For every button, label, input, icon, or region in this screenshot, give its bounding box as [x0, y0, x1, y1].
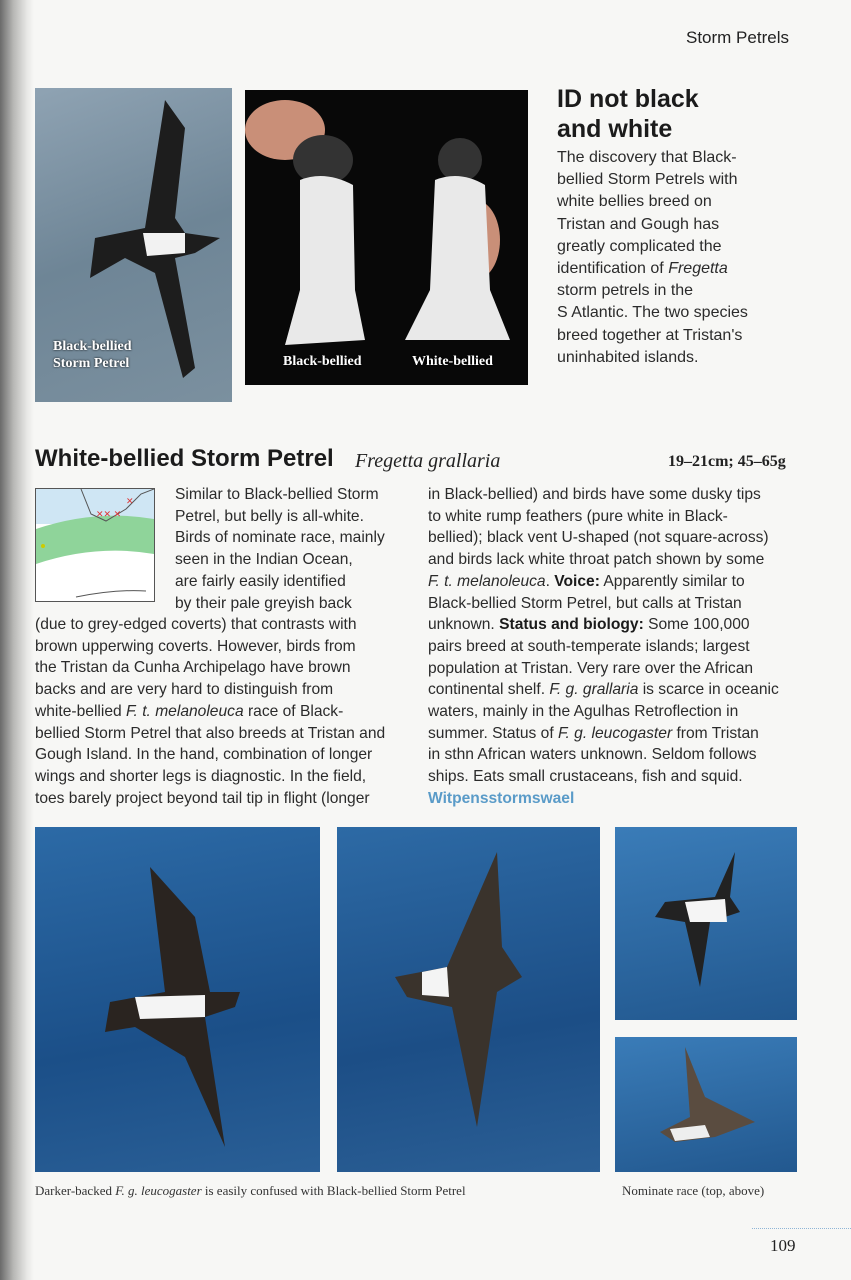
- text-run: pairs breed at south-temperate islands; largest: [428, 637, 750, 655]
- photo-leucogaster-flight-2: [337, 827, 600, 1172]
- title-line: and white: [557, 115, 673, 143]
- text-run: continental shelf.: [428, 681, 550, 699]
- text-run: are fairly easily identified: [175, 572, 346, 590]
- text-line: [557, 258, 748, 280]
- svg-text:✕✕ ✕: ✕✕ ✕: [96, 509, 122, 519]
- distribution-map: [35, 488, 155, 602]
- text-run: wings and shorter legs is diagnostic. In the field,: [35, 767, 367, 785]
- running-header: Storm Petrels: [686, 28, 789, 47]
- caption-right: Nominate race (top, above): [622, 1183, 765, 1198]
- text-run: uninhabited islands.: [557, 348, 699, 366]
- photo-caption: Black-bellied Storm Petrel: [53, 339, 132, 371]
- text-line: [428, 484, 779, 506]
- bird-silhouette: [35, 827, 320, 1172]
- text-line: [428, 701, 779, 723]
- photo-in-hand-comparison: [245, 90, 528, 385]
- text-run: .: [545, 572, 555, 590]
- text-run: Some 100,000: [643, 616, 750, 634]
- species-scientific-name: Fregetta grallaria: [355, 450, 501, 472]
- text-run: white-bellied: [35, 702, 127, 720]
- species-size: 19–21cm; 45–65g: [668, 453, 786, 470]
- text-run: from Tristan: [672, 724, 759, 742]
- id-box-text: [557, 147, 748, 369]
- caption-left: [35, 1183, 466, 1199]
- afrikaans-name: Witpensstormswael: [428, 789, 575, 807]
- text-line: [557, 325, 748, 347]
- text-line: [428, 723, 779, 745]
- text-run: Status and biology:: [499, 616, 644, 634]
- text-line: [557, 280, 748, 302]
- text-run: seen in the Indian Ocean,: [175, 551, 353, 569]
- text-line: [35, 679, 385, 701]
- text-run: Voice:: [554, 572, 600, 590]
- text-run: to white rump feathers (pure white in Black-: [428, 507, 728, 525]
- text-line: [35, 614, 385, 636]
- text-run: race of Black-: [243, 702, 344, 720]
- text-line: [557, 347, 748, 369]
- text-line: [428, 766, 779, 788]
- text-line: [175, 484, 385, 506]
- text-run: storm petrels in the: [557, 282, 694, 300]
- text-line: [557, 302, 748, 324]
- photo-nominate-above: [615, 1037, 797, 1172]
- text-run: S Atlantic. The two species: [557, 304, 748, 322]
- text-run: in Black-bellied) and birds have some dusky tips: [428, 486, 761, 503]
- footer-rule: [752, 1228, 851, 1229]
- text-run: The discovery that Black-: [557, 149, 737, 166]
- text-line: [428, 744, 779, 766]
- text-line: [557, 147, 748, 169]
- text-line: [35, 766, 385, 788]
- text-run: F. t. melanoleuca: [428, 572, 546, 590]
- text-run: toes barely project beyond tail tip in flight (longer: [35, 789, 370, 807]
- caption-text-italic: F. g. leucogaster: [115, 1183, 202, 1198]
- text-run: Birds of nominate race, mainly: [175, 529, 385, 547]
- text-line: [175, 527, 385, 549]
- text-run: by their pale greyish back: [175, 594, 352, 612]
- photo-nominate-top: [615, 827, 797, 1020]
- text-run: Similar to Black-bellied Storm: [175, 486, 379, 503]
- photo-black-bellied-flight: [35, 88, 232, 402]
- text-line: [557, 191, 748, 213]
- text-run: breed together at Tristan's: [557, 326, 743, 344]
- text-run: Fregetta: [668, 260, 728, 278]
- text-line: [428, 636, 779, 658]
- id-box-title: [557, 84, 699, 144]
- text-run: in sthn African waters unknown. Seldom follows: [428, 746, 757, 764]
- text-run: ships. Eats small crustaceans, fish and squid.: [428, 768, 743, 786]
- text-run: (due to grey-edged coverts) that contrasts with: [35, 616, 357, 633]
- text-run: bellied); black vent U-shaped (not square-across): [428, 529, 769, 547]
- birds-in-hand: [245, 90, 528, 385]
- text-run: backs and are very hard to distinguish from: [35, 681, 334, 699]
- text-run: bellied Storm Petrels with: [557, 171, 738, 189]
- text-run: summer. Status of: [428, 724, 558, 742]
- text-run: and birds lack white throat patch shown by some: [428, 551, 765, 569]
- book-spine-shadow: [0, 0, 34, 1280]
- text-run: Tristan and Gough has: [557, 215, 720, 233]
- bird-silhouette: [615, 1037, 797, 1172]
- photo-caption: Black-bellied: [283, 354, 362, 369]
- text-line: [175, 593, 385, 615]
- text-run: Black-bellied Storm Petrel, but calls at Tristan: [428, 594, 742, 612]
- text-run: unknown.: [428, 616, 500, 634]
- svg-text:✕: ✕: [126, 496, 134, 506]
- caption-text: Darker-backed: [35, 1183, 116, 1198]
- title-line: ID not black: [557, 85, 699, 113]
- text-run: brown upperwing coverts. However, birds from: [35, 637, 356, 655]
- bird-silhouette: [337, 827, 600, 1172]
- text-line: [175, 506, 385, 528]
- text-run: Apparently similar to: [599, 572, 745, 590]
- text-line: [428, 506, 779, 528]
- body-text-right: [428, 484, 779, 810]
- text-line: [175, 571, 385, 593]
- text-run: the Tristan da Cunha Archipelago have brown: [35, 659, 351, 677]
- caption-text: is easily confused with Black-bellied Storm Petrel: [201, 1183, 466, 1198]
- photo-caption: White-bellied: [412, 354, 493, 369]
- text-line: [175, 549, 385, 571]
- text-line: [35, 636, 385, 658]
- text-run: waters, mainly in the Agulhas Retroflection in: [428, 703, 739, 721]
- text-run: F. t. melanoleuca: [126, 702, 244, 720]
- text-line: [428, 614, 779, 636]
- text-line: [428, 593, 779, 615]
- text-run: Petrel, but belly is all-white.: [175, 507, 364, 525]
- text-run: identification of: [557, 260, 669, 278]
- text-line: [557, 236, 748, 258]
- photo-leucogaster-flight-1: [35, 827, 320, 1172]
- text-run: is scarce in oceanic: [638, 681, 779, 699]
- text-run: Gough Island. In the hand, combination of longer: [35, 746, 373, 764]
- text-run: greatly complicated the: [557, 237, 722, 255]
- text-line: [35, 744, 385, 766]
- map-graphic: [36, 489, 154, 601]
- text-line: [428, 549, 779, 571]
- text-run: F. g. leucogaster: [558, 724, 673, 742]
- text-run: F. g. grallaria: [549, 681, 639, 699]
- text-line: [428, 788, 779, 810]
- text-line: [428, 571, 779, 593]
- text-line: [35, 701, 385, 723]
- text-run: bellied Storm Petrel that also breeds at Tristan and: [35, 724, 386, 742]
- text-line: [35, 788, 385, 810]
- body-text-left: [35, 614, 385, 809]
- body-text-left-wrapped: [175, 484, 385, 614]
- text-line: [428, 658, 779, 680]
- text-run: white bellies breed on: [557, 193, 712, 211]
- text-line: [557, 169, 748, 191]
- text-line: [35, 723, 385, 745]
- species-name: White-bellied Storm Petrel: [35, 445, 334, 472]
- text-line: [557, 214, 748, 236]
- text-line: [428, 679, 779, 701]
- page-number: 109: [770, 1236, 796, 1255]
- text-line: [428, 527, 779, 549]
- text-run: population at Tristan. Very rare over the African: [428, 659, 754, 677]
- text-line: [35, 657, 385, 679]
- bird-silhouette: [615, 827, 797, 1020]
